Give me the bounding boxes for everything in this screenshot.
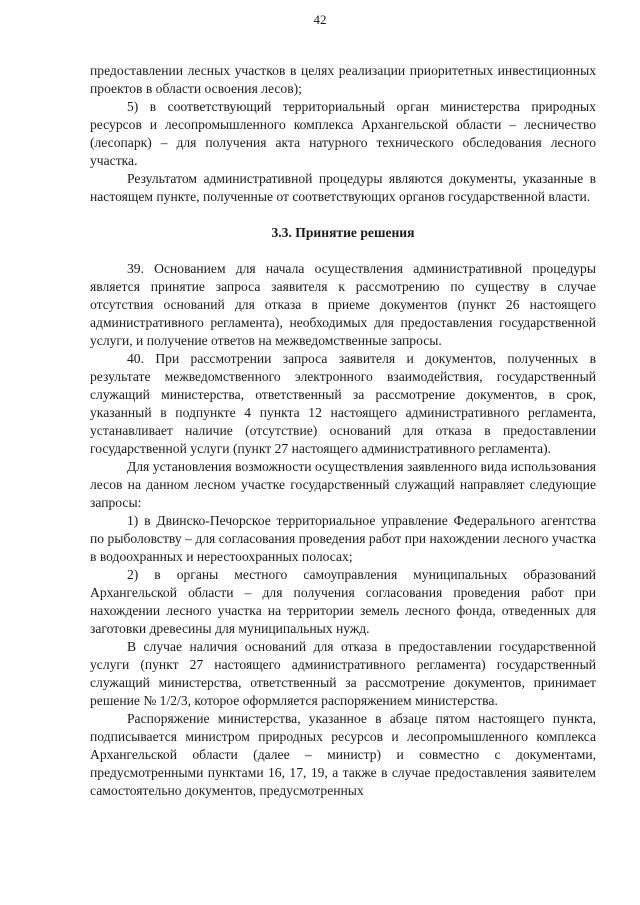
- page-number: 42: [313, 12, 327, 27]
- list-item-2: 2) в органы местного самоуправления муниципальных образований Архангельской области – для получения согласования проведения работ при нахождении лесного участка на территории земель лесного фонда, отведенных для заготовки древесины для муниципальных нужд.: [90, 567, 596, 636]
- section-heading: 3.3. Принятие решения: [271, 225, 415, 240]
- paragraph-result: Результатом административной процедуры являются документы, указанные в настоящем пункте, полученные от соответствующих органов государственной власти.: [90, 171, 596, 204]
- list-item-1: 1) в Двинско-Печорское территориальное управление Федерального агентства по рыболовству – для согласования проведения работ при нахождении лесного участка в водоохранных и нерестоохранных полосах;: [90, 513, 596, 564]
- list-item-5: 5) в соответствующий территориальный орган министерства природных ресурсов и лесопромышленного комплекса Архангельской области – лесничество (лесопарк) – для получения акта натурного технического обследования лесного участка.: [90, 99, 596, 168]
- paragraph-39: 39. Основанием для начала осуществления административной процедуры является принятие запроса заявителя к рассмотрению по существу в случае отсутствия оснований для отказа в приеме документов (пункт 26 настоящего административного регламента), необходимых для предоставления государственной услуги, и получение ответов на межведомственные запросы.: [90, 261, 596, 348]
- paragraph-refusal: В случае наличия оснований для отказа в предоставлении государственной услуги (пункт 27 настоящего административного регламента) государственный служащий министерства, ответственный за рассмотрение документов, принимает решение № 1/2/3, которое оформляется распоряжением министерства.: [90, 639, 596, 708]
- paragraph-order: Распоряжение министерства, указанное в абзаце пятом настоящего пункта, подписывается министром природных ресурсов и лесопромышленного комплекса Архангельской области (далее – министр) и совместно с документами, предусмотренными пунктами 16, 17, 19, а также в случае предоставления заявителем самостоятельно документов, предусмотренных: [90, 711, 596, 798]
- document-body: [90, 62, 596, 800]
- paragraph-establish: Для установления возможности осуществления заявленного вида использования лесов на данном лесном участке государственный служащий направляет следующие запросы:: [90, 459, 596, 510]
- paragraph-40: 40. При рассмотрении запроса заявителя и документов, полученных в результате межведомственного электронного взаимодействия, государственный служащий министерства, ответственный за рассмотрение документов, в срок, указанный в подпункте 4 пункта 12 настоящего административного регламента, устанавливает наличие (отсутствие) оснований для отказа в предоставлении государственной услуги (пункт 27 настоящего административного регламента).: [90, 351, 596, 456]
- paragraph-continuation: предоставлении лесных участков в целях реализации приоритетных инвестиционных проектов в области освоения лесов);: [90, 63, 596, 96]
